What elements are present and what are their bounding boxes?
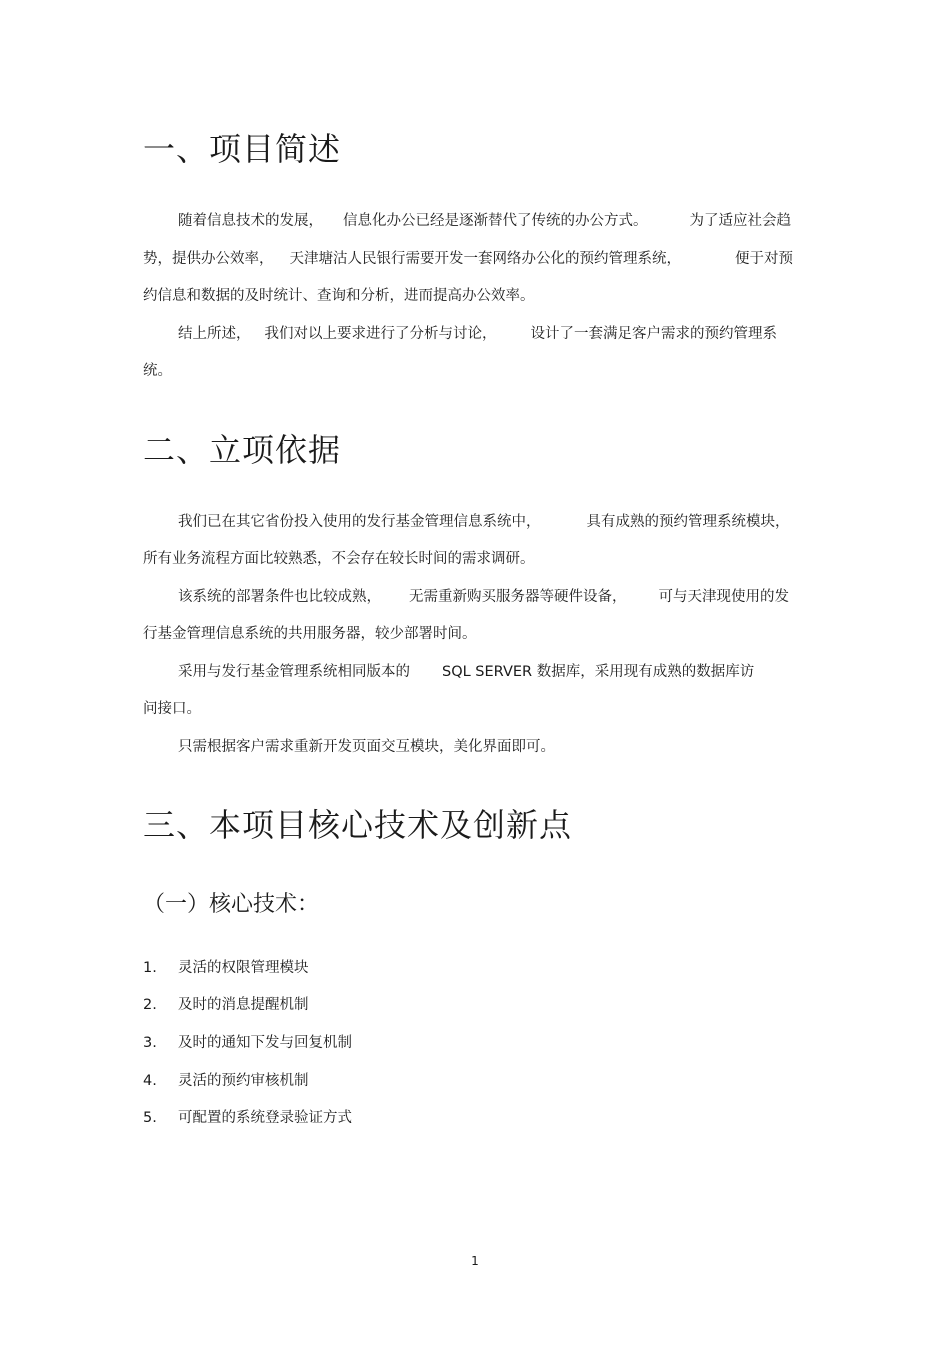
list-item-number: 4. bbox=[143, 1073, 157, 1089]
text-fragment: 可与天津现使用的发 bbox=[658, 589, 789, 605]
text-fragment: 天津塘沽人民银行需要开发一套网络办公化的预约管理系统， bbox=[289, 251, 681, 267]
section-2-paragraph-4-line-1: 只需根据客户需求重新开发页面交互模块，美化界面即可。 bbox=[178, 739, 555, 755]
section-2-paragraph-3-line-2: 问接口。 bbox=[143, 701, 201, 717]
list-item-number: 2. bbox=[143, 997, 157, 1013]
section-3-subheading: （一）核心技术： bbox=[143, 892, 320, 917]
list-item: 及时的消息提醒机制 bbox=[178, 997, 309, 1013]
section-3-heading: 三、本项目核心技术及创新点 bbox=[143, 806, 573, 844]
text-fragment: SQL SERVER 数据库，采用现有成熟的数据库访 bbox=[442, 664, 755, 680]
section-1-heading: 一、项目简述 bbox=[143, 130, 342, 168]
section-2-paragraph-2-line-2: 行基金管理信息系统的共用服务器，较少部署时间。 bbox=[143, 626, 477, 642]
list-item: 灵活的预约审核机制 bbox=[178, 1073, 309, 1089]
section-1-paragraph-1-line-2 bbox=[143, 249, 793, 269]
text-fragment: 该系统的部署条件也比较成熟， bbox=[178, 589, 381, 605]
text-fragment: 便于对预 bbox=[735, 251, 793, 267]
text-fragment: 采用与发行基金管理系统相同版本的 bbox=[178, 664, 410, 680]
list-item-number: 5. bbox=[143, 1110, 157, 1126]
text-fragment: 我们已在其它省份投入使用的发行基金管理信息系统中， bbox=[178, 514, 541, 530]
section-1-paragraph-1-line-3: 约信息和数据的及时统计、查询和分析，进而提高办公效率。 bbox=[143, 288, 535, 304]
text-fragment: 无需重新购买服务器等硬件设备， bbox=[409, 589, 627, 605]
section-2-heading: 二、立项依据 bbox=[143, 431, 342, 469]
list-item: 灵活的权限管理模块 bbox=[178, 960, 309, 976]
list-item: 可配置的系统登录验证方式 bbox=[178, 1110, 352, 1126]
text-fragment: 设计了一套满足客户需求的预约管理系 bbox=[530, 326, 777, 342]
section-2-paragraph-2-line-1 bbox=[178, 587, 789, 607]
section-1-paragraph-2-line-1 bbox=[178, 324, 777, 344]
text-fragment: 结上所述， bbox=[178, 326, 251, 342]
text-fragment: 我们对以上要求进行了分析与讨论， bbox=[264, 326, 497, 342]
list-item-number: 1. bbox=[143, 960, 157, 976]
text-fragment: 具有成熟的预约管理系统模块， bbox=[586, 514, 790, 530]
page-number: 1 bbox=[471, 1254, 479, 1268]
text-fragment: 势，提供办公效率， bbox=[143, 251, 274, 267]
list-item-number: 3. bbox=[143, 1035, 157, 1051]
section-2-paragraph-1-line-2: 所有业务流程方面比较熟悉，不会存在较长时间的需求调研。 bbox=[143, 551, 535, 567]
text-fragment: 为了适应社会趋 bbox=[689, 213, 791, 229]
section-2-paragraph-3-line-1 bbox=[178, 662, 754, 682]
text-fragment: 信息化办公已经是逐渐替代了传统的办公方式。 bbox=[343, 213, 648, 229]
list-item: 及时的通知下发与回复机制 bbox=[178, 1035, 352, 1051]
section-2-paragraph-1-line-1 bbox=[178, 512, 790, 532]
text-fragment: 随着信息技术的发展， bbox=[178, 213, 323, 229]
section-1-paragraph-2-line-2: 统。 bbox=[143, 363, 172, 379]
section-1-paragraph-1-line-1 bbox=[178, 211, 791, 231]
